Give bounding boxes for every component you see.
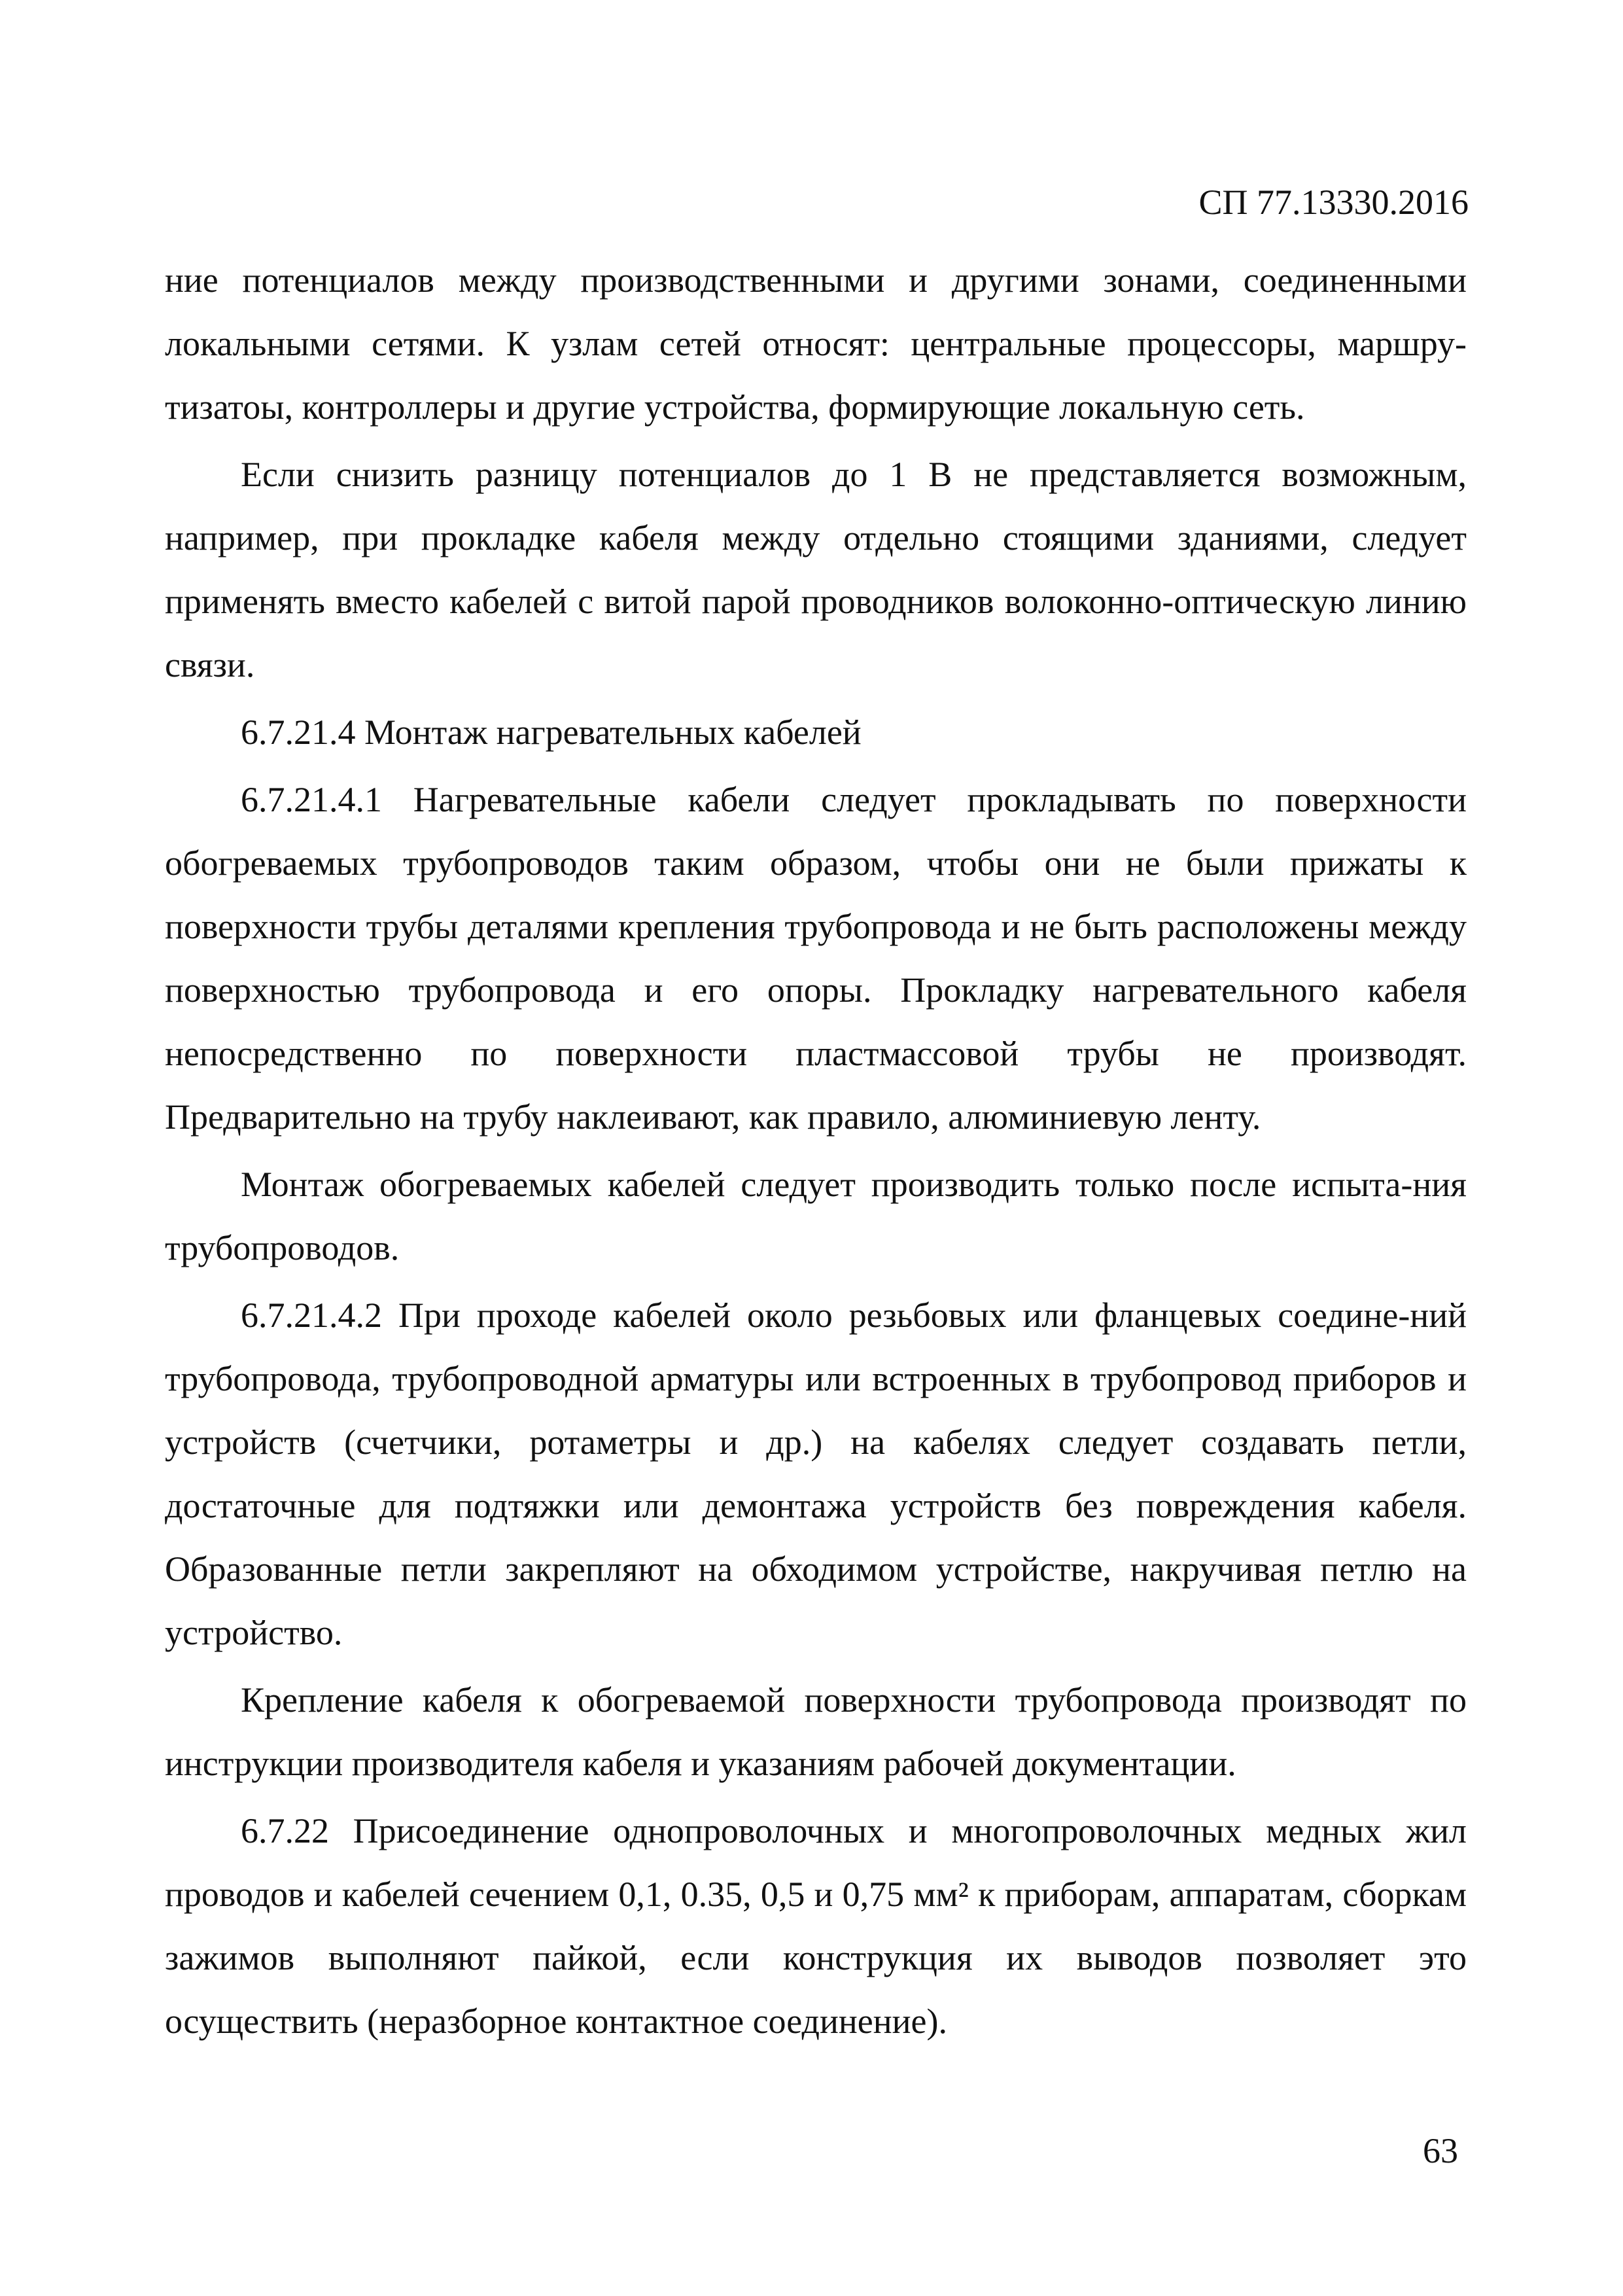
document-body (165, 249, 1467, 2053)
paragraph-6-7-21-4-1: 6.7.21.4.1 Нагревательные кабели следует прокладывать по поверхности обогреваемых трубопроводов таким образом, чтобы они не были прижаты к поверхности трубы деталями крепления трубопровода и не быть расположены между поверхностью трубопровода и его опоры. Прокладку нагревательного кабеля непосредственно по поверхности пластмассовой трубы не производят. Предварительно на трубу наклеивают, как правило, алюминиевую ленту. (165, 780, 1467, 1137)
paragraph-mounting-after-testing: Монтаж обогреваемых кабелей следует производить только после испыта-ния трубопроводов. (165, 1165, 1467, 1267)
page-number: 63 (1423, 2131, 1458, 2170)
paragraph-6-7-22: 6.7.22 Присоединение однопроволочных и многопроволочных медных жил проводов и кабелей сечением 0,1, 0.35, 0,5 и 0,75 мм² к приборам, аппаратам, сборкам зажимов выполняют пайкой, если конструкция их выводов позволяет это осуществить (неразборное контактное соединение). (165, 1811, 1467, 2041)
paragraph-6-7-21-4-2: 6.7.21.4.2 При проходе кабелей около резьбовых или фланцевых соедине-ний трубопровода, трубопроводной арматуры или встроенных в трубопровод приборов и устройств (счетчики, ротаметры и др.) на кабелях следует создавать петли, достаточные для подтяжки или демонтажа устройств без повреждения кабеля. Образованные петли закрепляют на обходимом устройстве, накручивая петлю на устройство. (165, 1296, 1467, 1652)
paragraph-cable-fastening: Крепление кабеля к обогреваемой поверхности трубопровода производят по инструкции производителя кабеля и указаниям рабочей документации. (165, 1680, 1467, 1783)
paragraph-potential-difference: Если снизить разницу потенциалов до 1 В не представляется возможным, например, при прокладке кабеля между отдельно стоящими зданиями, следует применять вместо кабелей с витой парой проводников волоконно-оптическую линию связи. (165, 455, 1467, 684)
section-heading-6-7-21-4: 6.7.21.4 Монтаж нагревательных кабелей (241, 713, 862, 752)
document-code: СП 77.13330.2016 (1198, 183, 1469, 222)
paragraph-continuation: ние потенциалов между производственными и другими зонами, соединенными локальными сетями. К узлам сетей относят: центральные процессоры, маршру-тизатоы, контроллеры и другие устройства, формирующие локальную сеть. (165, 260, 1467, 427)
